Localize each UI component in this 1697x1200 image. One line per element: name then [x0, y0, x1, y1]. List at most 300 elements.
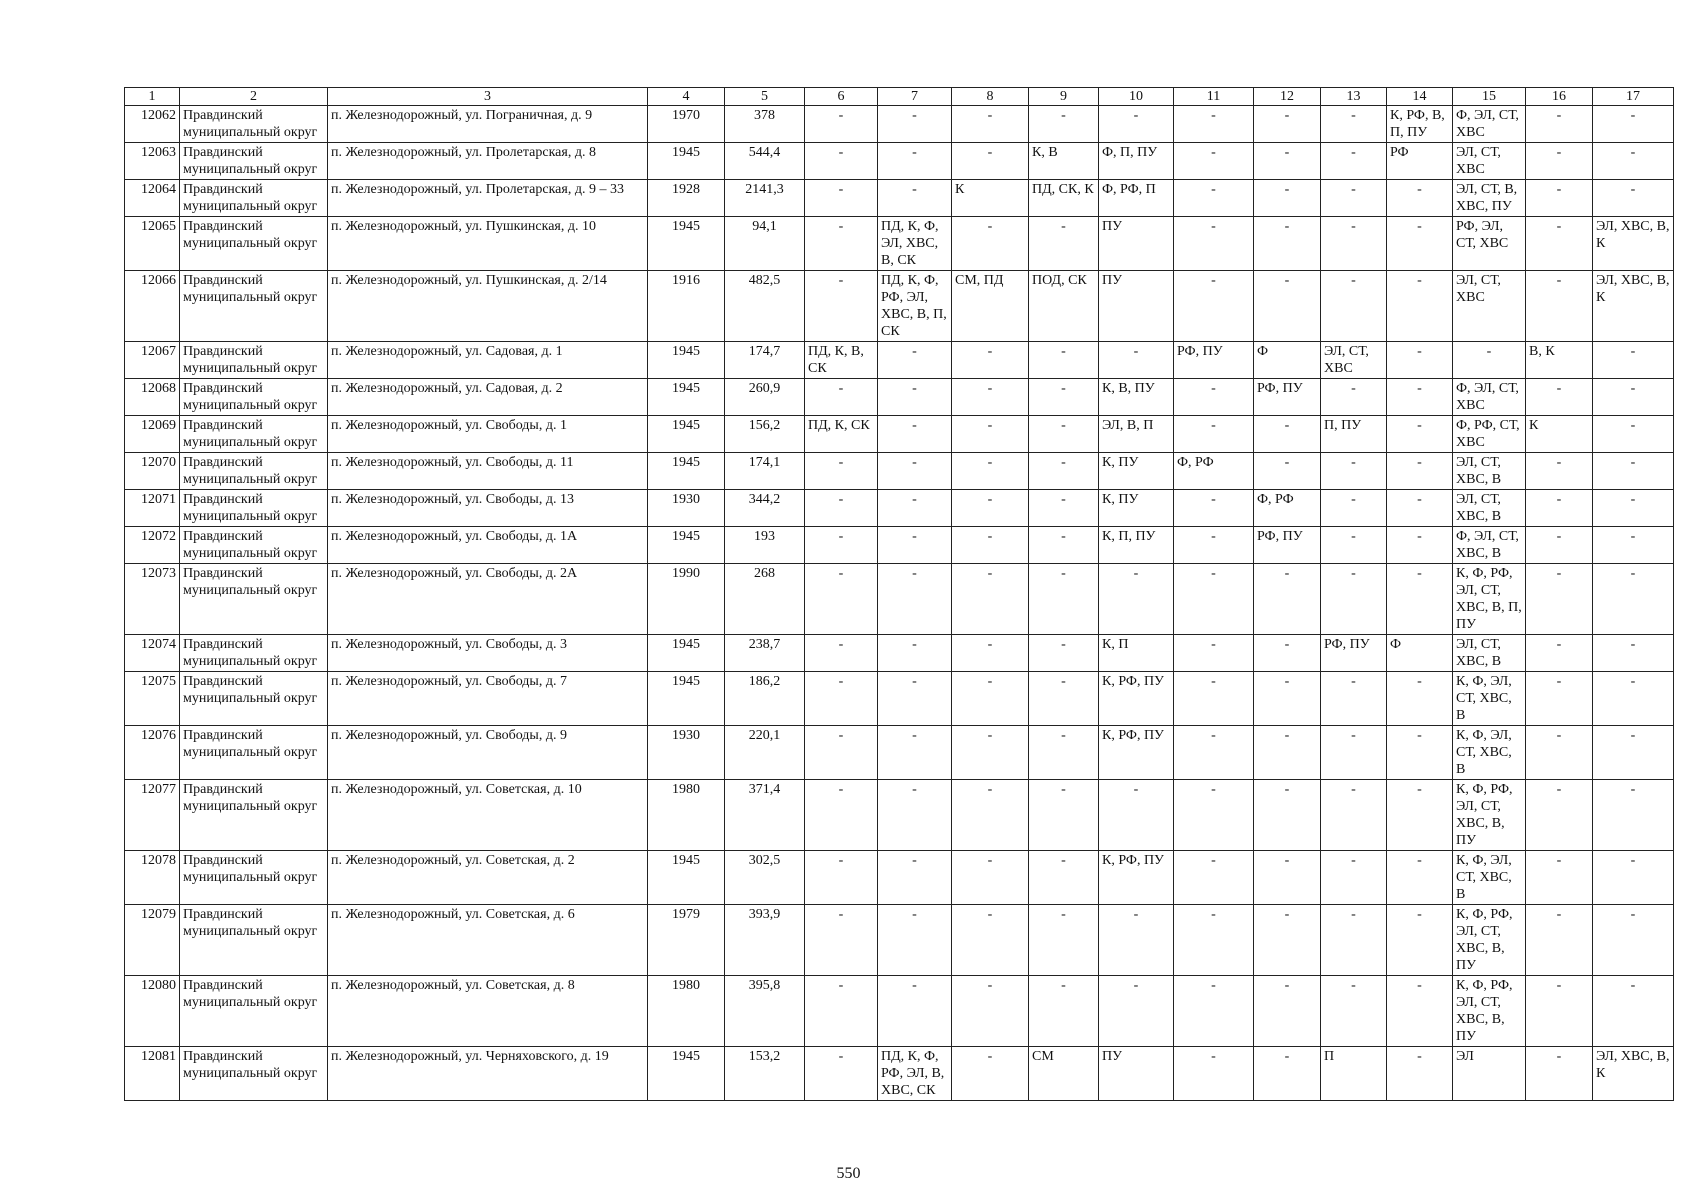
col-16-cell: -: [1526, 379, 1593, 416]
year-built-cell: 1990: [648, 564, 725, 635]
col-12-cell: -: [1254, 180, 1321, 217]
column-header-3: 3: [328, 88, 648, 106]
col-8-cell: -: [952, 905, 1029, 976]
municipality-cell: Правдинский муниципальный округ: [180, 635, 328, 672]
col-7-cell: -: [878, 490, 952, 527]
col-7-cell: -: [878, 527, 952, 564]
col-16-cell: -: [1526, 143, 1593, 180]
col-17-cell: -: [1593, 416, 1674, 453]
col-12-cell: -: [1254, 453, 1321, 490]
col-10-cell: -: [1099, 905, 1174, 976]
col-8-cell: -: [952, 851, 1029, 905]
municipality-cell: Правдинский муниципальный округ: [180, 143, 328, 180]
table-body: [125, 106, 1674, 1101]
col-9-cell: ПОД, СК: [1029, 271, 1099, 342]
year-built-cell: 1945: [648, 342, 725, 379]
col-12-cell: -: [1254, 106, 1321, 143]
col-13-cell: -: [1321, 453, 1387, 490]
col-16-cell: К: [1526, 416, 1593, 453]
col-15-cell: Ф, ЭЛ, СТ, ХВС: [1453, 379, 1526, 416]
col-12-cell: -: [1254, 635, 1321, 672]
area-cell: 268: [725, 564, 805, 635]
col-6-cell: -: [805, 490, 878, 527]
col-10-cell: -: [1099, 780, 1174, 851]
col-8-cell: К: [952, 180, 1029, 217]
col-11-cell: -: [1174, 490, 1254, 527]
column-header-14: 14: [1387, 88, 1453, 106]
col-13-cell: РФ, ПУ: [1321, 635, 1387, 672]
row-id-cell: 12076: [125, 726, 180, 780]
address-cell: п. Железнодорожный, ул. Свободы, д. 9: [328, 726, 648, 780]
col-8-cell: -: [952, 672, 1029, 726]
year-built-cell: 1916: [648, 271, 725, 342]
col-7-cell: -: [878, 180, 952, 217]
col-9-cell: -: [1029, 726, 1099, 780]
page-number: 550: [836, 1165, 861, 1182]
column-header-11: 11: [1174, 88, 1254, 106]
col-7-cell: -: [878, 453, 952, 490]
row-id-cell: 12073: [125, 564, 180, 635]
col-10-cell: -: [1099, 976, 1174, 1047]
col-7-cell: -: [878, 780, 952, 851]
address-cell: п. Железнодорожный, ул. Садовая, д. 2: [328, 379, 648, 416]
col-8-cell: -: [952, 416, 1029, 453]
col-10-cell: К, ПУ: [1099, 490, 1174, 527]
col-15-cell: Ф, ЭЛ, СТ, ХВС: [1453, 106, 1526, 143]
col-16-cell: -: [1526, 635, 1593, 672]
area-cell: 371,4: [725, 780, 805, 851]
col-6-cell: -: [805, 564, 878, 635]
col-16-cell: -: [1526, 217, 1593, 271]
col-10-cell: -: [1099, 564, 1174, 635]
col-12-cell: Ф, РФ: [1254, 490, 1321, 527]
col-13-cell: -: [1321, 143, 1387, 180]
column-header-6: 6: [805, 88, 878, 106]
col-17-cell: -: [1593, 453, 1674, 490]
col-10-cell: ЭЛ, В, П: [1099, 416, 1174, 453]
col-12-cell: -: [1254, 726, 1321, 780]
col-9-cell: -: [1029, 217, 1099, 271]
col-8-cell: -: [952, 379, 1029, 416]
col-11-cell: -: [1174, 416, 1254, 453]
col-13-cell: -: [1321, 106, 1387, 143]
col-11-cell: -: [1174, 726, 1254, 780]
col-13-cell: ЭЛ, СТ, ХВС: [1321, 342, 1387, 379]
col-8-cell: -: [952, 635, 1029, 672]
table-row: [125, 271, 1674, 342]
col-14-cell: -: [1387, 217, 1453, 271]
area-cell: 378: [725, 106, 805, 143]
row-id-cell: 12080: [125, 976, 180, 1047]
col-9-cell: -: [1029, 672, 1099, 726]
municipality-cell: Правдинский муниципальный округ: [180, 416, 328, 453]
municipality-cell: Правдинский муниципальный округ: [180, 905, 328, 976]
col-15-cell: ЭЛ, СТ, ХВС: [1453, 143, 1526, 180]
column-header-1: 1: [125, 88, 180, 106]
municipality-cell: Правдинский муниципальный округ: [180, 271, 328, 342]
municipality-cell: Правдинский муниципальный округ: [180, 379, 328, 416]
address-cell: п. Железнодорожный, ул. Пушкинская, д. 10: [328, 217, 648, 271]
column-header-13: 13: [1321, 88, 1387, 106]
col-6-cell: -: [805, 217, 878, 271]
row-id-cell: 12062: [125, 106, 180, 143]
col-12-cell: Ф: [1254, 342, 1321, 379]
row-id-cell: 12081: [125, 1047, 180, 1101]
address-cell: п. Железнодорожный, ул. Свободы, д. 11: [328, 453, 648, 490]
col-8-cell: -: [952, 976, 1029, 1047]
col-10-cell: -: [1099, 342, 1174, 379]
col-16-cell: -: [1526, 106, 1593, 143]
col-10-cell: ПУ: [1099, 1047, 1174, 1101]
row-id-cell: 12067: [125, 342, 180, 379]
column-header-7: 7: [878, 88, 952, 106]
year-built-cell: 1945: [648, 851, 725, 905]
area-cell: 193: [725, 527, 805, 564]
col-17-cell: -: [1593, 490, 1674, 527]
col-9-cell: -: [1029, 635, 1099, 672]
col-16-cell: -: [1526, 905, 1593, 976]
row-id-cell: 12066: [125, 271, 180, 342]
col-9-cell: -: [1029, 490, 1099, 527]
area-cell: 220,1: [725, 726, 805, 780]
col-8-cell: -: [952, 490, 1029, 527]
address-cell: п. Железнодорожный, ул. Свободы, д. 7: [328, 672, 648, 726]
col-15-cell: К, Ф, ЭЛ, СТ, ХВС, В: [1453, 672, 1526, 726]
year-built-cell: 1945: [648, 416, 725, 453]
col-11-cell: -: [1174, 271, 1254, 342]
col-7-cell: -: [878, 851, 952, 905]
col-9-cell: -: [1029, 416, 1099, 453]
column-header-16: 16: [1526, 88, 1593, 106]
col-17-cell: ЭЛ, ХВС, В, К: [1593, 217, 1674, 271]
row-id-cell: 12070: [125, 453, 180, 490]
col-13-cell: -: [1321, 379, 1387, 416]
col-6-cell: -: [805, 106, 878, 143]
col-6-cell: -: [805, 726, 878, 780]
year-built-cell: 1945: [648, 1047, 725, 1101]
col-15-cell: ЭЛ: [1453, 1047, 1526, 1101]
municipality-cell: Правдинский муниципальный округ: [180, 217, 328, 271]
col-7-cell: -: [878, 976, 952, 1047]
col-14-cell: -: [1387, 453, 1453, 490]
area-cell: 344,2: [725, 490, 805, 527]
col-13-cell: П, ПУ: [1321, 416, 1387, 453]
col-9-cell: -: [1029, 905, 1099, 976]
area-cell: 395,8: [725, 976, 805, 1047]
col-8-cell: -: [952, 564, 1029, 635]
row-id-cell: 12072: [125, 527, 180, 564]
col-6-cell: -: [805, 453, 878, 490]
col-9-cell: -: [1029, 106, 1099, 143]
table-row: [125, 672, 1674, 726]
column-header-4: 4: [648, 88, 725, 106]
col-11-cell: -: [1174, 564, 1254, 635]
col-17-cell: -: [1593, 379, 1674, 416]
col-14-cell: К, РФ, В, П, ПУ: [1387, 106, 1453, 143]
col-17-cell: -: [1593, 905, 1674, 976]
col-6-cell: -: [805, 271, 878, 342]
area-cell: 156,2: [725, 416, 805, 453]
col-11-cell: -: [1174, 180, 1254, 217]
col-13-cell: -: [1321, 180, 1387, 217]
col-14-cell: Ф: [1387, 635, 1453, 672]
col-17-cell: -: [1593, 180, 1674, 217]
area-cell: 302,5: [725, 851, 805, 905]
col-17-cell: -: [1593, 564, 1674, 635]
year-built-cell: 1945: [648, 527, 725, 564]
col-7-cell: ПД, К, Ф, ЭЛ, ХВС, В, СК: [878, 217, 952, 271]
col-8-cell: -: [952, 726, 1029, 780]
col-11-cell: РФ, ПУ: [1174, 342, 1254, 379]
municipality-cell: Правдинский муниципальный округ: [180, 672, 328, 726]
col-6-cell: -: [805, 143, 878, 180]
col-10-cell: ПУ: [1099, 271, 1174, 342]
address-cell: п. Железнодорожный, ул. Советская, д. 10: [328, 780, 648, 851]
year-built-cell: 1945: [648, 143, 725, 180]
municipality-cell: Правдинский муниципальный округ: [180, 976, 328, 1047]
col-7-cell: -: [878, 379, 952, 416]
col-13-cell: -: [1321, 905, 1387, 976]
housing-register-table: [124, 87, 1674, 1101]
col-11-cell: -: [1174, 905, 1254, 976]
area-cell: 174,1: [725, 453, 805, 490]
col-13-cell: -: [1321, 851, 1387, 905]
col-10-cell: К, РФ, ПУ: [1099, 672, 1174, 726]
col-7-cell: -: [878, 342, 952, 379]
area-cell: 2141,3: [725, 180, 805, 217]
col-14-cell: РФ: [1387, 143, 1453, 180]
municipality-cell: Правдинский муниципальный округ: [180, 564, 328, 635]
col-15-cell: Ф, РФ, СТ, ХВС: [1453, 416, 1526, 453]
col-14-cell: -: [1387, 379, 1453, 416]
col-6-cell: -: [805, 851, 878, 905]
table-row: [125, 106, 1674, 143]
year-built-cell: 1980: [648, 976, 725, 1047]
col-17-cell: -: [1593, 635, 1674, 672]
col-13-cell: П: [1321, 1047, 1387, 1101]
col-9-cell: -: [1029, 379, 1099, 416]
row-id-cell: 12063: [125, 143, 180, 180]
col-13-cell: -: [1321, 564, 1387, 635]
column-header-17: 17: [1593, 88, 1674, 106]
col-15-cell: РФ, ЭЛ, СТ, ХВС: [1453, 217, 1526, 271]
municipality-cell: Правдинский муниципальный округ: [180, 780, 328, 851]
col-10-cell: К, ПУ: [1099, 453, 1174, 490]
col-7-cell: -: [878, 564, 952, 635]
year-built-cell: 1980: [648, 780, 725, 851]
col-14-cell: -: [1387, 564, 1453, 635]
col-14-cell: -: [1387, 726, 1453, 780]
col-14-cell: -: [1387, 851, 1453, 905]
row-id-cell: 12064: [125, 180, 180, 217]
table-row: [125, 379, 1674, 416]
col-17-cell: ЭЛ, ХВС, В, К: [1593, 271, 1674, 342]
col-15-cell: К, Ф, ЭЛ, СТ, ХВС, В: [1453, 726, 1526, 780]
year-built-cell: 1945: [648, 217, 725, 271]
col-7-cell: ПД, К, Ф, РФ, ЭЛ, В, ХВС, СК: [878, 1047, 952, 1101]
municipality-cell: Правдинский муниципальный округ: [180, 726, 328, 780]
col-9-cell: -: [1029, 453, 1099, 490]
col-13-cell: -: [1321, 271, 1387, 342]
municipality-cell: Правдинский муниципальный округ: [180, 453, 328, 490]
col-17-cell: -: [1593, 851, 1674, 905]
col-12-cell: -: [1254, 976, 1321, 1047]
col-10-cell: К, П, ПУ: [1099, 527, 1174, 564]
col-12-cell: -: [1254, 416, 1321, 453]
address-cell: п. Железнодорожный, ул. Свободы, д. 1А: [328, 527, 648, 564]
col-12-cell: -: [1254, 780, 1321, 851]
col-8-cell: -: [952, 342, 1029, 379]
col-12-cell: -: [1254, 564, 1321, 635]
col-6-cell: -: [805, 905, 878, 976]
table-row: [125, 490, 1674, 527]
col-12-cell: -: [1254, 143, 1321, 180]
col-6-cell: ПД, К, В, СК: [805, 342, 878, 379]
col-10-cell: ПУ: [1099, 217, 1174, 271]
col-15-cell: ЭЛ, СТ, ХВС, В: [1453, 635, 1526, 672]
col-13-cell: -: [1321, 490, 1387, 527]
col-15-cell: -: [1453, 342, 1526, 379]
table-row: [125, 217, 1674, 271]
col-7-cell: -: [878, 635, 952, 672]
address-cell: п. Железнодорожный, ул. Советская, д. 2: [328, 851, 648, 905]
address-cell: п. Железнодорожный, ул. Садовая, д. 1: [328, 342, 648, 379]
col-8-cell: СМ, ПД: [952, 271, 1029, 342]
area-cell: 94,1: [725, 217, 805, 271]
year-built-cell: 1928: [648, 180, 725, 217]
col-17-cell: -: [1593, 106, 1674, 143]
col-12-cell: -: [1254, 271, 1321, 342]
col-15-cell: ЭЛ, СТ, В, ХВС, ПУ: [1453, 180, 1526, 217]
row-id-cell: 12078: [125, 851, 180, 905]
col-13-cell: -: [1321, 976, 1387, 1047]
row-id-cell: 12075: [125, 672, 180, 726]
col-9-cell: -: [1029, 851, 1099, 905]
col-14-cell: -: [1387, 490, 1453, 527]
col-17-cell: -: [1593, 726, 1674, 780]
row-id-cell: 12069: [125, 416, 180, 453]
col-6-cell: -: [805, 527, 878, 564]
column-header-2: 2: [180, 88, 328, 106]
col-12-cell: РФ, ПУ: [1254, 379, 1321, 416]
col-14-cell: -: [1387, 180, 1453, 217]
col-9-cell: -: [1029, 564, 1099, 635]
table-row: [125, 780, 1674, 851]
col-17-cell: -: [1593, 672, 1674, 726]
address-cell: п. Железнодорожный, ул. Пограничная, д. 9: [328, 106, 648, 143]
col-9-cell: -: [1029, 342, 1099, 379]
col-15-cell: ЭЛ, СТ, ХВС, В: [1453, 490, 1526, 527]
table-row: [125, 635, 1674, 672]
col-7-cell: -: [878, 416, 952, 453]
table-row: [125, 976, 1674, 1047]
col-17-cell: -: [1593, 143, 1674, 180]
municipality-cell: Правдинский муниципальный округ: [180, 851, 328, 905]
col-13-cell: -: [1321, 527, 1387, 564]
col-11-cell: -: [1174, 379, 1254, 416]
col-6-cell: ПД, К, СК: [805, 416, 878, 453]
area-cell: 260,9: [725, 379, 805, 416]
area-cell: 153,2: [725, 1047, 805, 1101]
col-9-cell: СМ: [1029, 1047, 1099, 1101]
address-cell: п. Железнодорожный, ул. Свободы, д. 1: [328, 416, 648, 453]
table-row: [125, 564, 1674, 635]
col-10-cell: К, РФ, ПУ: [1099, 726, 1174, 780]
table-row: [125, 180, 1674, 217]
column-header-5: 5: [725, 88, 805, 106]
col-8-cell: -: [952, 217, 1029, 271]
col-15-cell: ЭЛ, СТ, ХВС, В: [1453, 453, 1526, 490]
col-14-cell: -: [1387, 271, 1453, 342]
col-7-cell: -: [878, 672, 952, 726]
table-row: [125, 726, 1674, 780]
col-14-cell: -: [1387, 527, 1453, 564]
row-id-cell: 12068: [125, 379, 180, 416]
municipality-cell: Правдинский муниципальный округ: [180, 1047, 328, 1101]
column-number-header-row: [125, 88, 1674, 106]
col-17-cell: -: [1593, 976, 1674, 1047]
address-cell: п. Железнодорожный, ул. Пролетарская, д. 8: [328, 143, 648, 180]
col-14-cell: -: [1387, 905, 1453, 976]
col-11-cell: -: [1174, 672, 1254, 726]
col-6-cell: -: [805, 379, 878, 416]
year-built-cell: 1930: [648, 726, 725, 780]
area-cell: 393,9: [725, 905, 805, 976]
municipality-cell: Правдинский муниципальный округ: [180, 527, 328, 564]
col-12-cell: -: [1254, 217, 1321, 271]
year-built-cell: 1979: [648, 905, 725, 976]
col-17-cell: -: [1593, 527, 1674, 564]
table-row: [125, 453, 1674, 490]
col-17-cell: -: [1593, 780, 1674, 851]
col-12-cell: РФ, ПУ: [1254, 527, 1321, 564]
col-7-cell: -: [878, 106, 952, 143]
year-built-cell: 1945: [648, 672, 725, 726]
col-9-cell: К, В: [1029, 143, 1099, 180]
col-14-cell: -: [1387, 416, 1453, 453]
row-id-cell: 12079: [125, 905, 180, 976]
col-13-cell: -: [1321, 780, 1387, 851]
col-14-cell: -: [1387, 780, 1453, 851]
col-9-cell: ПД, СК, К: [1029, 180, 1099, 217]
col-6-cell: -: [805, 976, 878, 1047]
col-15-cell: К, Ф, РФ, ЭЛ, СТ, ХВС, В, П, ПУ: [1453, 564, 1526, 635]
table-row: [125, 905, 1674, 976]
col-14-cell: -: [1387, 342, 1453, 379]
address-cell: п. Железнодорожный, ул. Свободы, д. 2А: [328, 564, 648, 635]
col-16-cell: -: [1526, 490, 1593, 527]
col-17-cell: ЭЛ, ХВС, В, К: [1593, 1047, 1674, 1101]
municipality-cell: Правдинский муниципальный округ: [180, 180, 328, 217]
column-header-15: 15: [1453, 88, 1526, 106]
col-16-cell: -: [1526, 851, 1593, 905]
year-built-cell: 1945: [648, 379, 725, 416]
col-11-cell: -: [1174, 527, 1254, 564]
col-6-cell: -: [805, 180, 878, 217]
col-10-cell: -: [1099, 106, 1174, 143]
address-cell: п. Железнодорожный, ул. Пролетарская, д. 9 – 33: [328, 180, 648, 217]
table-row: [125, 851, 1674, 905]
col-15-cell: ЭЛ, СТ, ХВС: [1453, 271, 1526, 342]
col-11-cell: -: [1174, 780, 1254, 851]
row-id-cell: 12071: [125, 490, 180, 527]
column-header-12: 12: [1254, 88, 1321, 106]
col-7-cell: -: [878, 905, 952, 976]
col-12-cell: -: [1254, 672, 1321, 726]
col-10-cell: К, П: [1099, 635, 1174, 672]
col-11-cell: -: [1174, 851, 1254, 905]
column-header-10: 10: [1099, 88, 1174, 106]
